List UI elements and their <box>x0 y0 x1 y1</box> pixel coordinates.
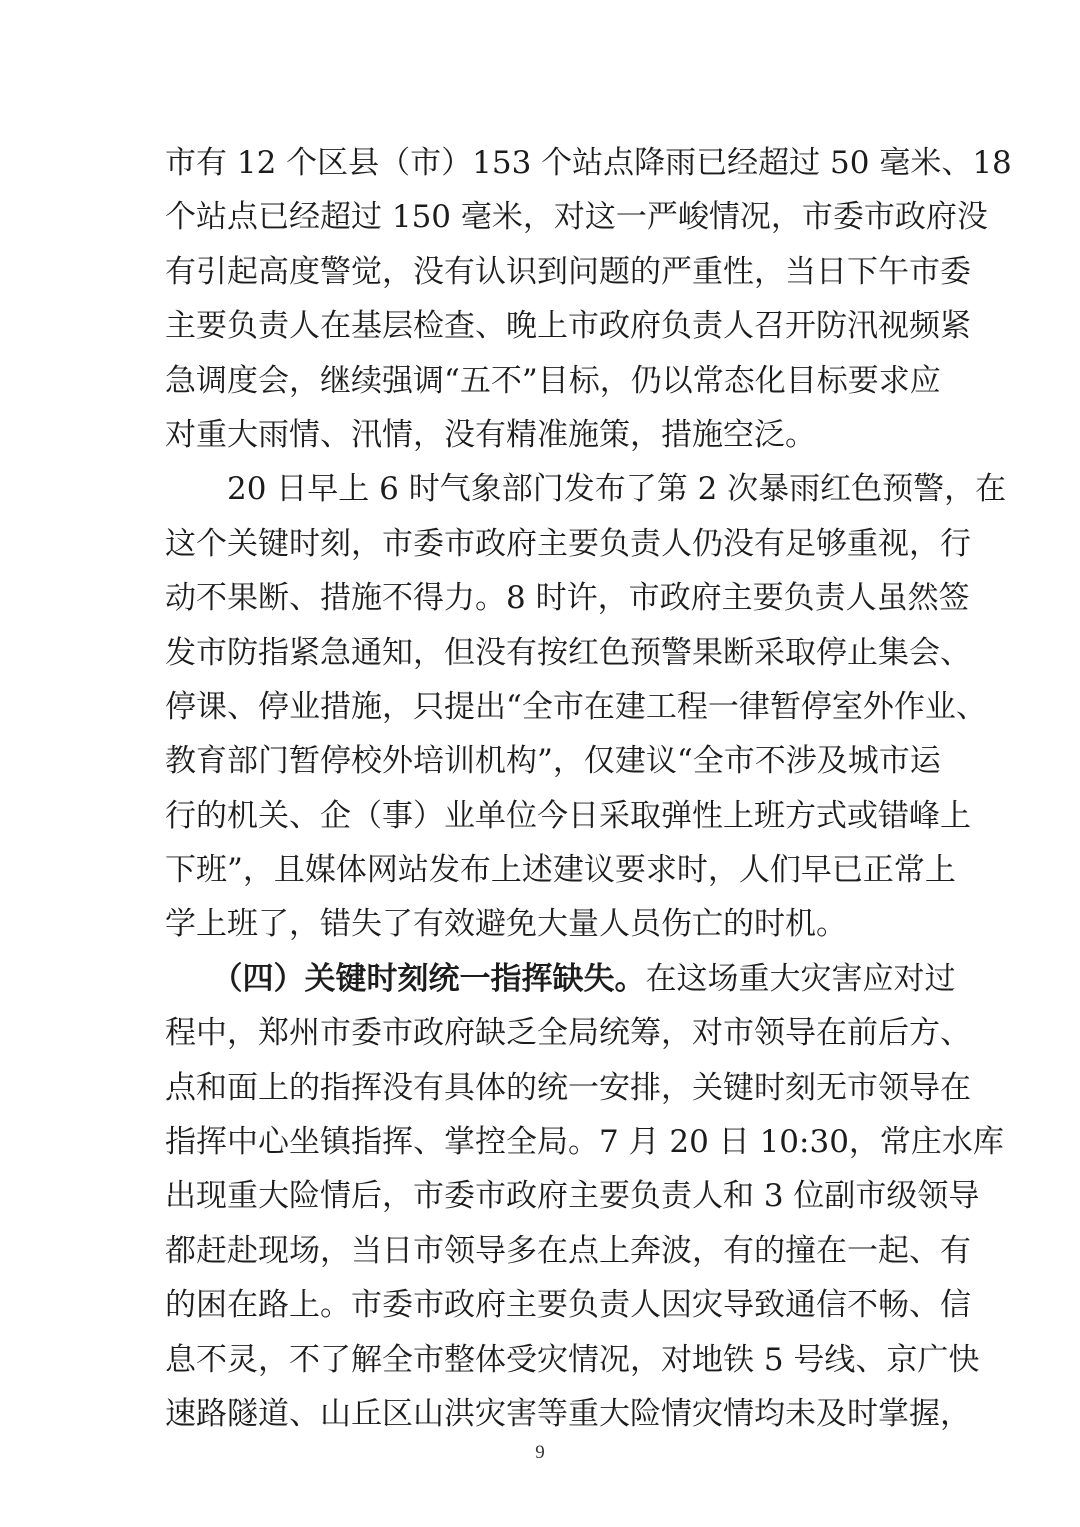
text-line: 主要负责人在基层检查、晚上市政府负责人召开防汛视频紧 <box>165 308 971 345</box>
text-line: 市有 12 个区县（市）153 个站点降雨已经超过 50 毫米、18 <box>165 145 1012 181</box>
text-line: 个站点已经超过 150 毫米，对这一严峻情况，市委市政府没 <box>165 199 988 236</box>
text-line: 下班”，且媒体网站发布上述建议要求时，人们早已正常上 <box>165 852 956 889</box>
text-line: 教育部门暂停校外培训机构”，仅建议“全市不涉及城市运 <box>165 743 941 780</box>
text-line: 对重大雨情、汛情，没有精准施策，措施空泛。 <box>165 416 816 453</box>
paragraph-1 <box>165 141 1012 467</box>
text-line: 20 日早上 6 时气象部门发布了第 2 次暴雨红色预警，在 <box>165 471 1007 508</box>
body-text <box>165 141 1012 1446</box>
text-line: 点和面上的指挥没有具体的统一安排，关键时刻无市领导在 <box>165 1069 971 1106</box>
section-heading: （四）关键时刻统一指挥缺失。 <box>165 960 646 997</box>
text-line: 的困在路上。市委市政府主要负责人因灾导致通信不畅、信 <box>165 1287 971 1324</box>
page-number: 9 <box>535 1442 545 1463</box>
text-line: 息不灵，不了解全市整体受灾情况，对地铁 5 号线、京广快 <box>165 1341 980 1378</box>
text-line: 有引起高度警觉，没有认识到问题的严重性，当日下午市委 <box>165 253 971 290</box>
text-line <box>165 957 956 1011</box>
text-line: 发市防指紧急通知，但没有按红色预警果断采取停止集会、 <box>165 634 971 671</box>
text-line: 程中，郑州市委市政府缺乏全局统筹，对市领导在前后方、 <box>165 1015 971 1052</box>
text-line: 行的机关、企（事）业单位今日采取弹性上班方式或错峰上 <box>165 797 971 834</box>
text-run: 在这场重大灾害应对过 <box>645 960 956 997</box>
text-line: 学上班了，错失了有效避免大量人员伤亡的时机。 <box>165 906 847 943</box>
paragraph-2 <box>165 467 1007 957</box>
text-line: 这个关键时刻，市委市政府主要负责人仍没有足够重视，行 <box>165 525 971 562</box>
text-line: 停课、停业措施，只提出“全市在建工程一律暂停室外作业、 <box>165 688 987 725</box>
text-line: 指挥中心坐镇指挥、掌控全局。7 月 20 日 10:30，常庄水库 <box>165 1124 1004 1161</box>
text-line: 速路隧道、山丘区山洪灾害等重大险情灾情均未及时掌握， <box>165 1395 971 1432</box>
text-line: 都赶赴现场，当日市领导多在点上奔波，有的撞在一起、有 <box>165 1232 971 1269</box>
text-line: 出现重大险情后，市委市政府主要负责人和 3 位副市级领导 <box>165 1178 980 1215</box>
paragraph-3 <box>165 957 1004 1447</box>
text-line: 动不果断、措施不得力。8 时许，市政府主要负责人虽然签 <box>165 580 970 617</box>
text-line: 急调度会，继续强调“五不”目标，仍以常态化目标要求应 <box>165 362 941 399</box>
